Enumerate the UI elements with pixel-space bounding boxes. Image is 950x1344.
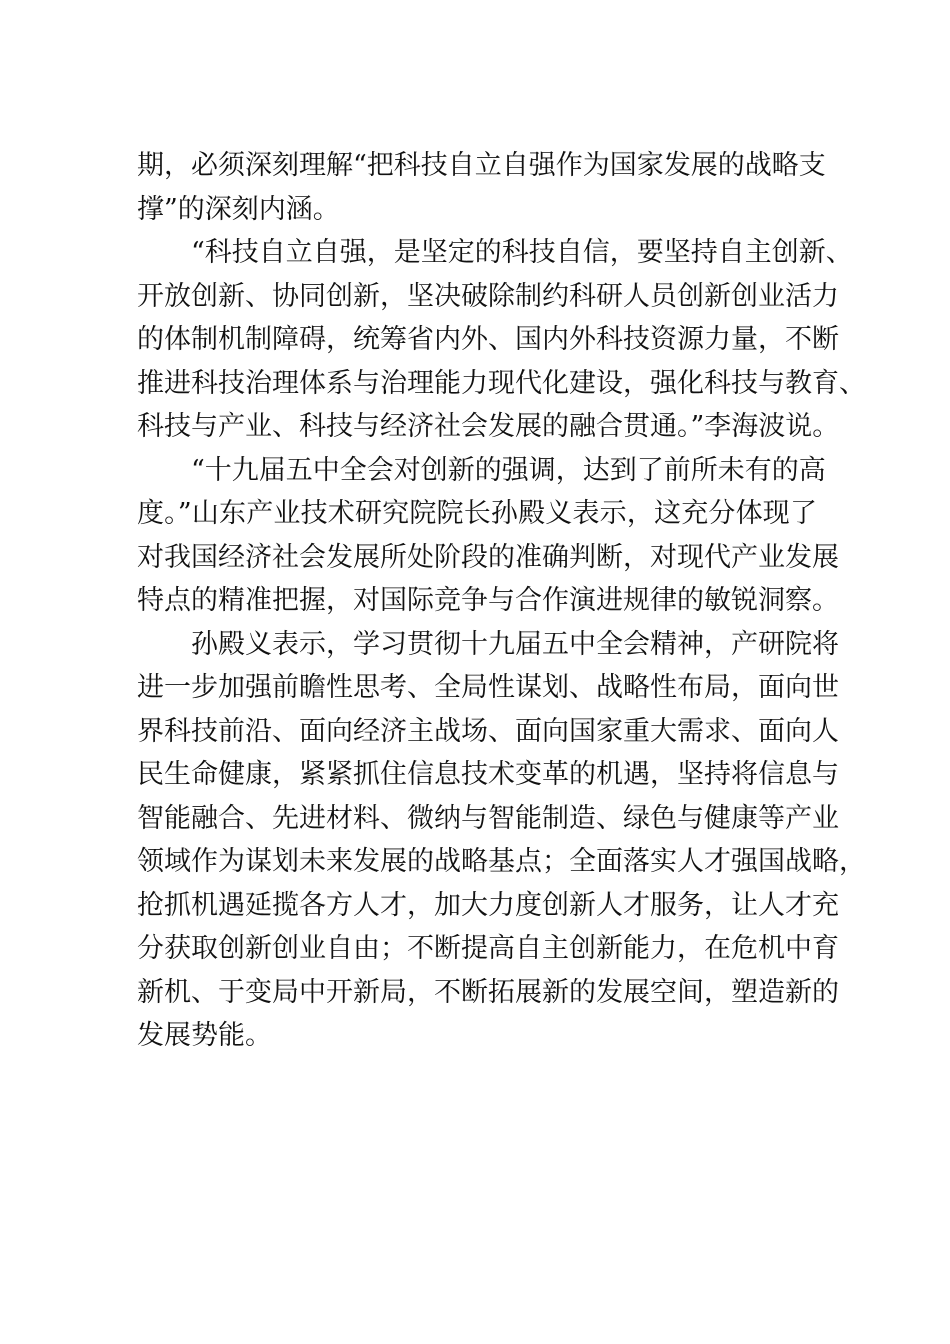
- text-line: 度。”山东产业技术研究院院长孙殿义表示，这充分体现了: [137, 498, 817, 529]
- text-line: 发展势能。: [137, 1020, 272, 1051]
- text-line: 智能融合、先进材料、微纳与智能制造、绿色与健康等产业: [137, 802, 839, 834]
- text-line: 特点的精准把握，对国际竞争与合作演进规律的敏锐洞察。: [137, 585, 839, 616]
- text-line: “科技自立自强，是坚定的科技自信，要坚持自主创新、: [191, 237, 853, 268]
- text-line: 抢抓机遇延揽各方人才，加大力度创新人才服务，让人才充: [137, 889, 839, 921]
- text-line: 界科技前沿、面向经济主战场、面向国家重大需求、面向人: [137, 715, 839, 747]
- document-body: [137, 144, 866, 1058]
- text-line: 推进科技治理体系与治理能力现代化建设，强化科技与教育、: [137, 367, 866, 399]
- text-line: “十九届五中全会对创新的强调，达到了前所未有的高: [191, 454, 826, 486]
- text-line: 孙殿义表示，学习贯彻十九届五中全会精神，产研院将: [191, 628, 839, 660]
- text-line: 分获取创新创业自由；不断提高自主创新能力，在危机中育: [137, 933, 839, 964]
- text-line: 进一步加强前瞻性思考、全局性谋划、战略性布局，面向世: [137, 672, 839, 703]
- text-line: 领域作为谋划未来发展的战略基点；全面落实人才强国战略，: [137, 846, 866, 877]
- text-line: 民生命健康，紧紧抓住信息技术变革的机遇，坚持将信息与: [137, 759, 839, 790]
- text-line: 新机、于变局中开新局，不断拓展新的发展空间，塑造新的: [137, 976, 839, 1008]
- text-line: 科技与产业、科技与经济社会发展的融合贯通。”李海波说。: [137, 411, 840, 442]
- text-line: 开放创新、协同创新，坚决破除制约科研人员创新创业活力: [137, 280, 839, 312]
- text-line: 撑”的深刻内涵。: [137, 193, 340, 225]
- text-line: 对我国经济社会发展所处阶段的准确判断，对现代产业发展: [137, 541, 839, 573]
- text-line: 期，必须深刻理解“把科技自立自强作为国家发展的战略支: [137, 150, 826, 181]
- text-line: 的体制机制障碍，统筹省内外、国内外科技资源力量，不断: [137, 324, 839, 355]
